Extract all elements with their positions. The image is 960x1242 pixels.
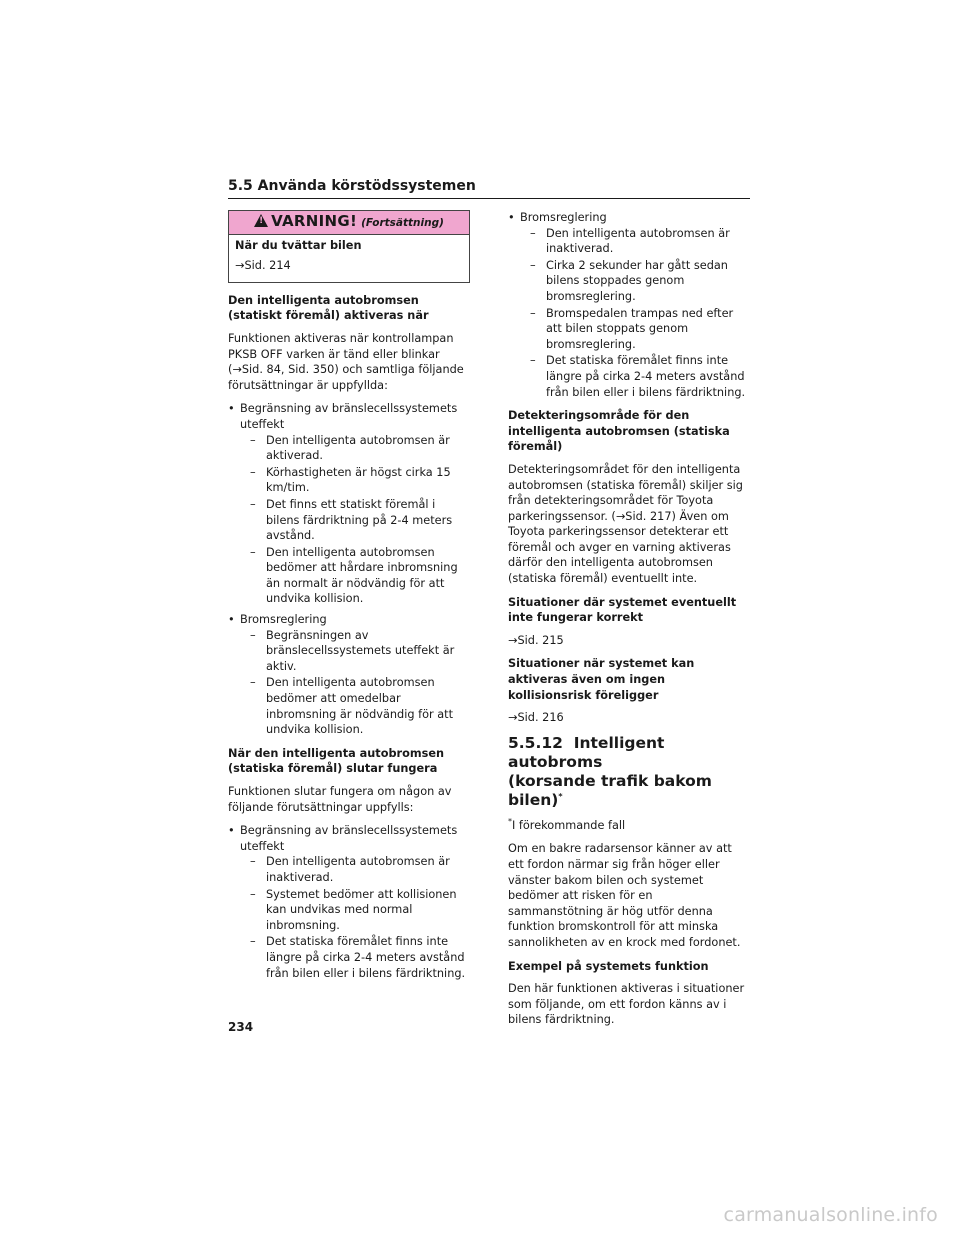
footnote-asterisk: * (508, 817, 512, 827)
footnote (508, 818, 750, 834)
paragraph-cross-traffic: Om en bakre radarsensor känner av att ett fordon närmar sig från höger eller vänster bakom bilen och systemet bedömer att risken för en sammanstötning är hög utför denna funktion bromskontroll för att minska sannolikheten av en krock med fordonet. (508, 842, 741, 949)
page-ref-216: →Sid. 216 (508, 711, 564, 725)
bullet-label: • Begränsning av bränslecellssystemets uteffekt (240, 824, 458, 853)
sub-list (240, 628, 470, 738)
sub-list-item: – Den intelligenta autobromsen är inaktiverad. (530, 226, 750, 257)
warning-page-ref: →Sid. 214 (235, 259, 291, 273)
sub-list-item: – Den intelligenta autobromsen bedömer att omedelbar inbromsning är nödvändig för att undvika kollision. (250, 675, 470, 737)
heading-detection-area: Detekteringsområde för den intelligenta autobromsen (statiska föremål) (508, 409, 730, 454)
sub-list-item: – Begränsningen av bränslecellssystemets uteffekt är aktiv. (250, 628, 470, 675)
left-column (228, 210, 470, 989)
sub-list-item: – Systemet bedömer att kollisionen kan undvikas med normal inbromsning. (250, 887, 470, 934)
heading-example: Exempel på systemets funktion (508, 959, 709, 973)
activation-conditions (228, 401, 470, 737)
warning-heading: När du tvättar bilen (235, 238, 362, 252)
deactivation-conditions (228, 823, 470, 981)
warning-triangle-icon (254, 214, 268, 227)
bullet-label: • Begränsning av bränslecellssystemets uteffekt (240, 402, 458, 431)
sub-list (520, 226, 750, 401)
paragraph-example: Den här funktionen aktiveras i situationer som följande, om ett fordon känns av i bilens färdriktning. (508, 982, 745, 1027)
section-asterisk: * (558, 791, 563, 801)
sub-list (240, 433, 470, 608)
watermark: carmanualsonline.info (723, 1204, 938, 1226)
list-item (228, 823, 470, 981)
section-title-line1: Intelligent autobroms (508, 733, 665, 771)
paragraph-deactivation: Funktionen slutar fungera om någon av följande förutsättningar uppfylls: (228, 785, 452, 814)
section-number: 5.5.12 (508, 733, 563, 752)
sub-list-item: – Bromspedalen trampas ned efter att bilen stoppats genom bromsreglering. (530, 306, 750, 353)
sub-list-item: – Det statiska föremålet finns inte längre på cirka 2-4 meters avstånd från bilen eller i bilens färdriktning. (250, 934, 470, 981)
sub-list-item: – Körhastigheten är högst cirka 15 km/tim. (250, 465, 470, 496)
heading-false-activation: Situationer när systemet kan aktiveras även om ingen kollisionsrisk föreligger (508, 657, 695, 702)
section-header: 5.5 Använda körstödssystemen (228, 178, 750, 199)
paragraph-activation: Funktionen aktiveras när kontrollampan PKSB OFF varken är tänd eller blinkar (→Sid. 84, Sid. 350) och samtliga följande förutsättningar är uppfyllda: (228, 331, 464, 392)
section-title (508, 734, 750, 810)
sub-list-item: – Den intelligenta autobromsen är inaktiverad. (250, 854, 470, 885)
warning-continued: (Fortsättning) (361, 217, 444, 229)
sub-list (240, 854, 470, 981)
page-number: 234 (228, 1020, 254, 1034)
warning-body (229, 235, 469, 282)
sub-list-item: – Den intelligenta autobromsen är aktiverad. (250, 433, 470, 464)
list-item (228, 401, 470, 607)
deactivation-conditions-cont (508, 210, 750, 400)
bullet-label: • Bromsreglering (520, 211, 607, 224)
sub-list-item: – Den intelligenta autobromsen bedömer att hårdare inbromsning än normalt är nödvändig för att undvika kollision. (250, 545, 470, 607)
list-item (508, 210, 750, 400)
heading-malfunction: Situationer där systemet eventuellt inte fungerar korrekt (508, 595, 737, 625)
warning-header (229, 211, 469, 235)
page-ref-215: →Sid. 215 (508, 633, 564, 647)
heading-deactivation: När den intelligenta autobromsen (statiska föremål) slutar fungera (228, 746, 445, 776)
right-column (508, 210, 750, 1036)
warning-box (228, 210, 470, 283)
list-item (228, 612, 470, 738)
footnote-text: I förekommande fall (512, 818, 626, 832)
warning-title: VARNING! (271, 212, 358, 230)
section-title-line2: (korsande trafik bakom bilen) (508, 771, 712, 809)
paragraph-detection-area: Detekteringsområdet för den intelligenta autobromsen (statiska föremål) skiljer sig från detekteringsområdet för Toyota parkeringssensor. (→Sid. 217) Även om Toyota parkeringssensor detekterar ett föremål och avger en varning aktiveras därför den intelligenta autobromsen (statiska föremål) eventuellt inte. (508, 462, 743, 586)
bullet-label: • Bromsreglering (240, 613, 327, 627)
sub-list-item: – Det statiska föremålet finns inte längre på cirka 2-4 meters avstånd från bilen eller i bilens färdriktning. (530, 353, 750, 400)
sub-list-item: – Det finns ett statiskt föremål i bilens färdriktning på 2-4 meters avstånd. (250, 497, 470, 544)
heading-activation: Den intelligenta autobromsen (statiskt föremål) aktiveras när (228, 293, 429, 323)
sub-list-item: – Cirka 2 sekunder har gått sedan bilens stoppades genom bromsreglering. (530, 258, 750, 305)
